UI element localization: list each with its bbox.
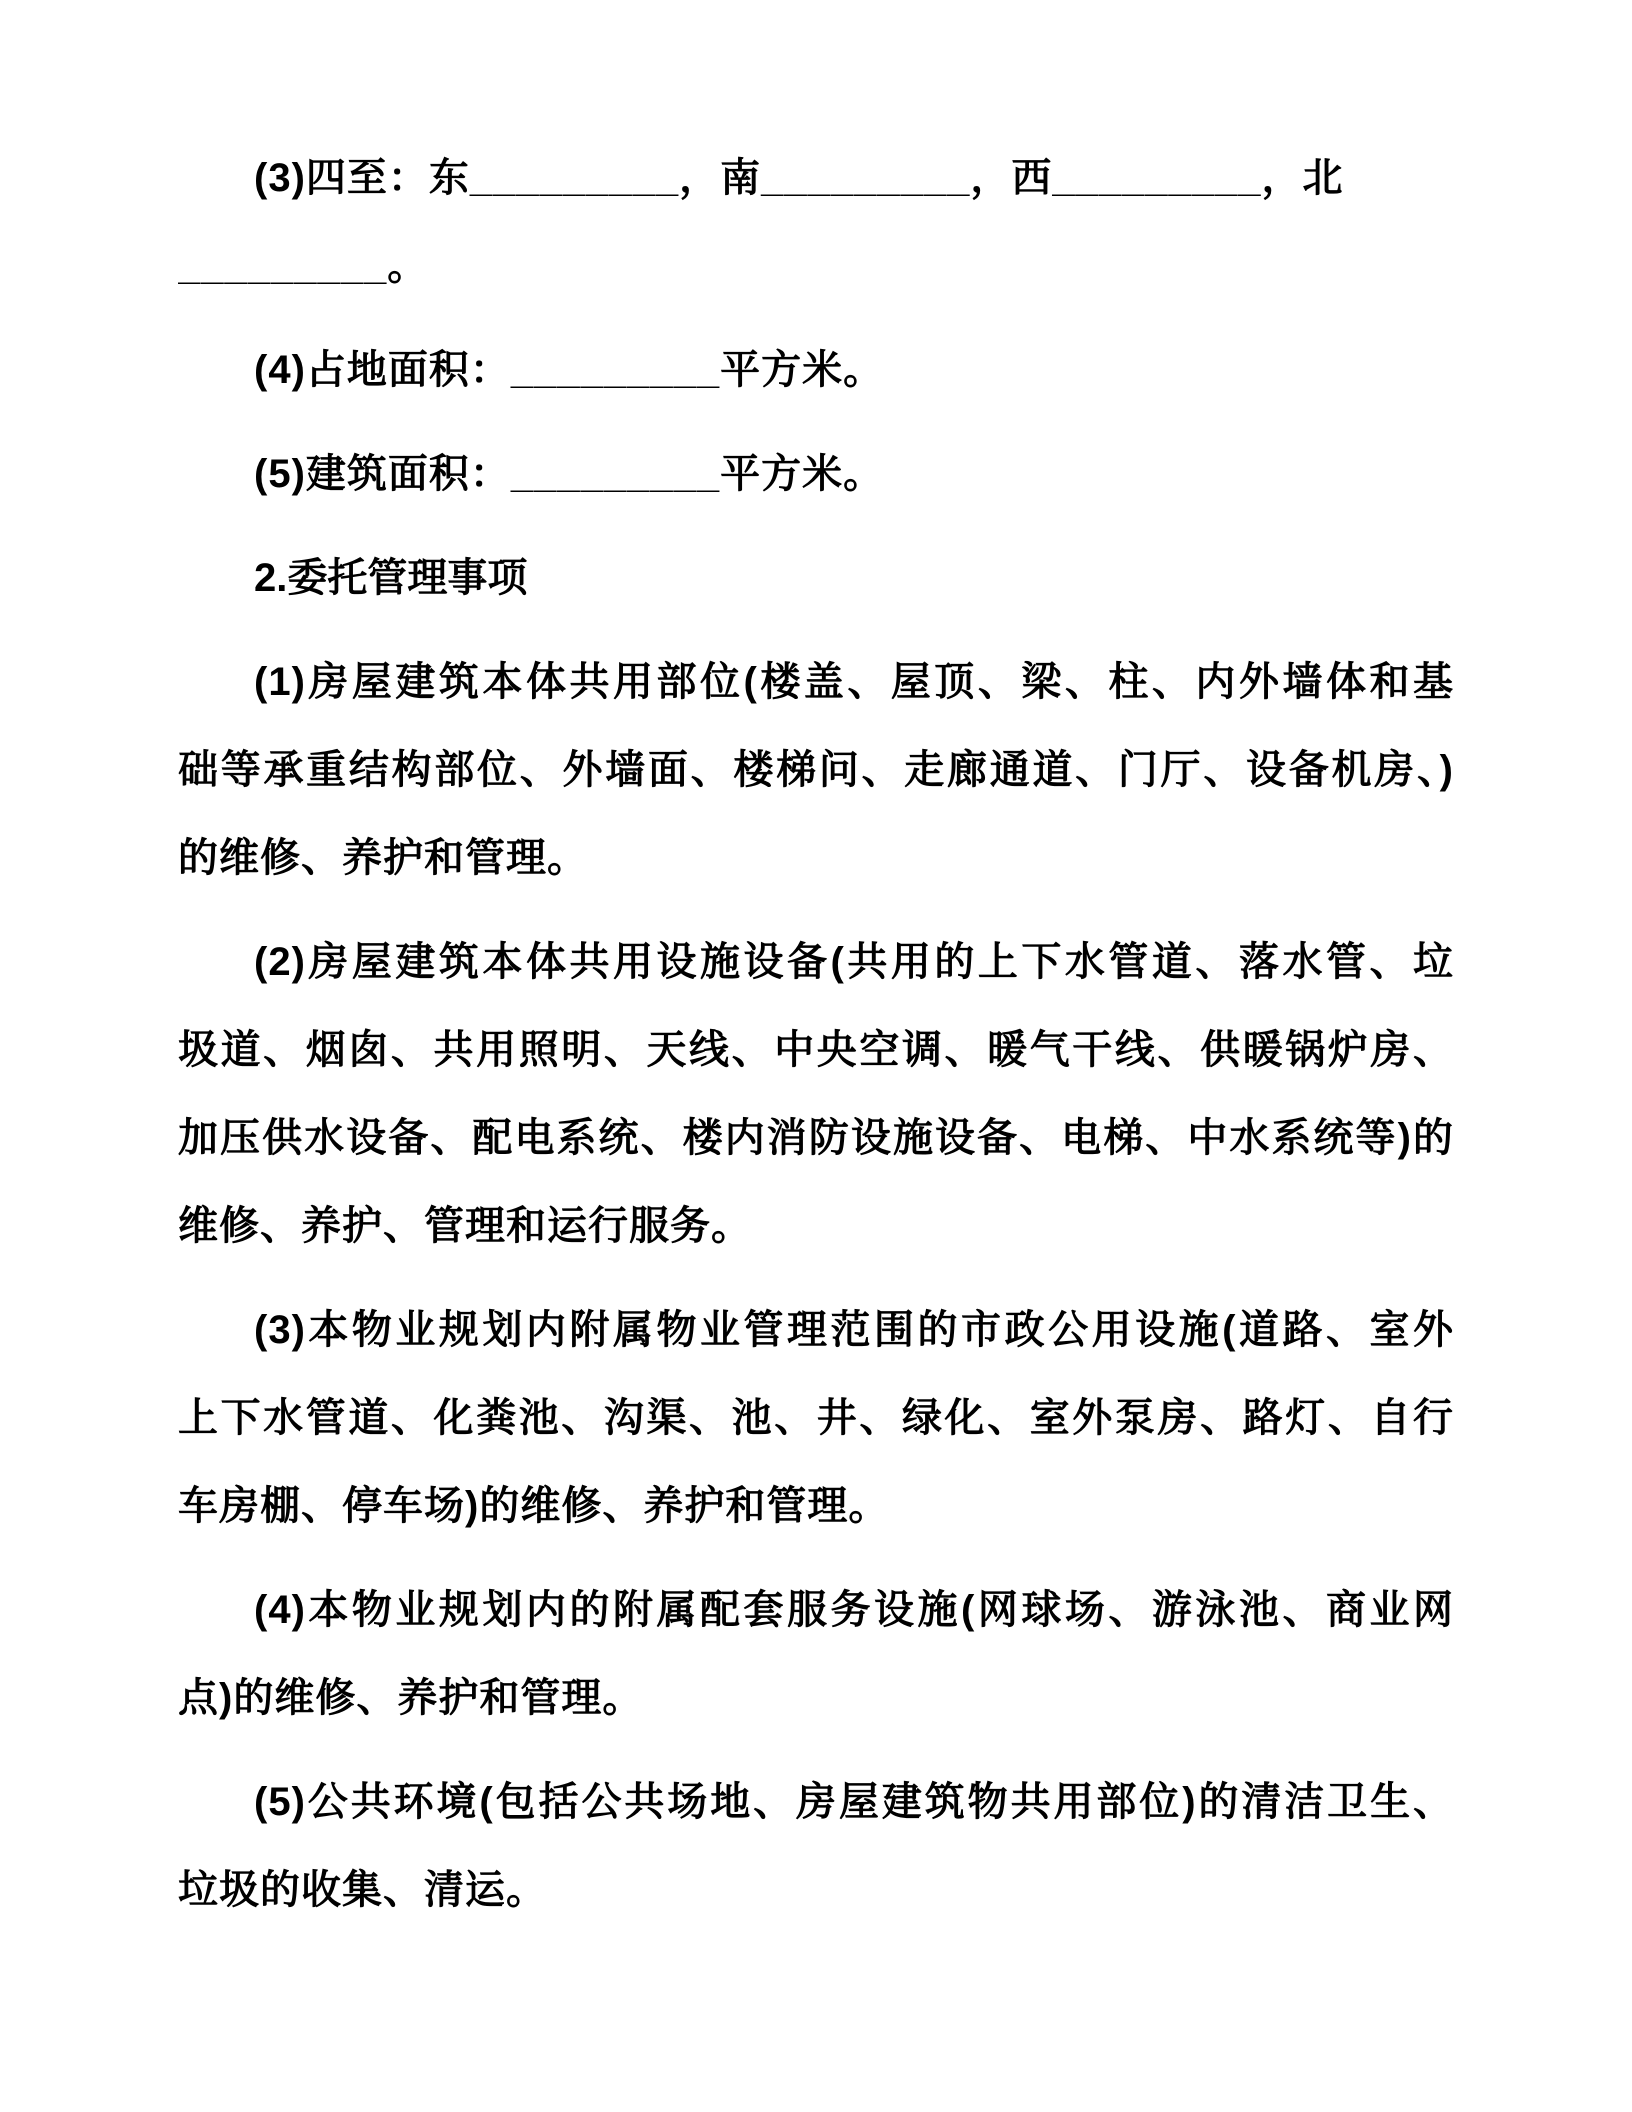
text-line: (2)房屋建筑本体共用设施设备(共用的上下水管道、落水管、垃 xyxy=(254,940,1454,984)
managed-item-3 xyxy=(178,1286,1454,1550)
text-line: (5)公共环境(包括公共场地、房屋建筑物共用部位)的清洁卫生、 xyxy=(254,1780,1454,1824)
text-line: 车房棚、停车场)的维修、养护和管理。 xyxy=(178,1484,890,1528)
text-line: 的维修、养护和管理。 xyxy=(178,836,588,880)
text-line: 维修、养护、管理和运行服务。 xyxy=(178,1204,752,1248)
clause-building-area xyxy=(178,430,1454,518)
text-line: (5)建筑面积：_________平方米。 xyxy=(254,452,885,496)
clause-land-area xyxy=(178,326,1454,414)
text-line: (3)四至：东_________，南_________，西_________，北 xyxy=(254,156,1344,200)
text-line: (4)占地面积：_________平方米。 xyxy=(254,348,885,392)
text-line: (4)本物业规划内的附属配套服务设施(网球场、游泳池、商业网 xyxy=(254,1588,1454,1632)
document-body xyxy=(178,134,1454,1950)
managed-item-2 xyxy=(178,918,1454,1270)
text-line: 垃圾的收集、清运。 xyxy=(178,1868,547,1912)
text-line: 上下水管道、化粪池、沟渠、池、井、绿化、室外泵房、路灯、自行 xyxy=(178,1396,1454,1440)
text-line: (1)房屋建筑本体共用部位(楼盖、屋顶、梁、柱、内外墙体和基 xyxy=(254,660,1454,704)
section-heading xyxy=(178,534,1454,622)
clause-boundaries xyxy=(178,134,1454,310)
text-line: _________。 xyxy=(178,244,429,288)
text-line: (3)本物业规划内附属物业管理范围的市政公用设施(道路、室外 xyxy=(254,1308,1454,1352)
text-line: 础等承重结构部位、外墙面、楼梯问、走廊通道、门厅、设备机房、) xyxy=(178,748,1454,792)
text-line: 点)的维修、养护和管理。 xyxy=(178,1676,644,1720)
section-heading-text: 2.委托管理事项 xyxy=(254,556,528,600)
managed-item-5 xyxy=(178,1758,1454,1934)
text-line: 圾道、烟囱、共用照明、天线、中央空调、暖气干线、供暖锅炉房、 xyxy=(178,1028,1454,1072)
text-line: 加压供水设备、配电系统、楼内消防设施设备、电梯、中水系统等)的 xyxy=(178,1116,1454,1160)
managed-item-1 xyxy=(178,638,1454,902)
managed-item-4 xyxy=(178,1566,1454,1742)
